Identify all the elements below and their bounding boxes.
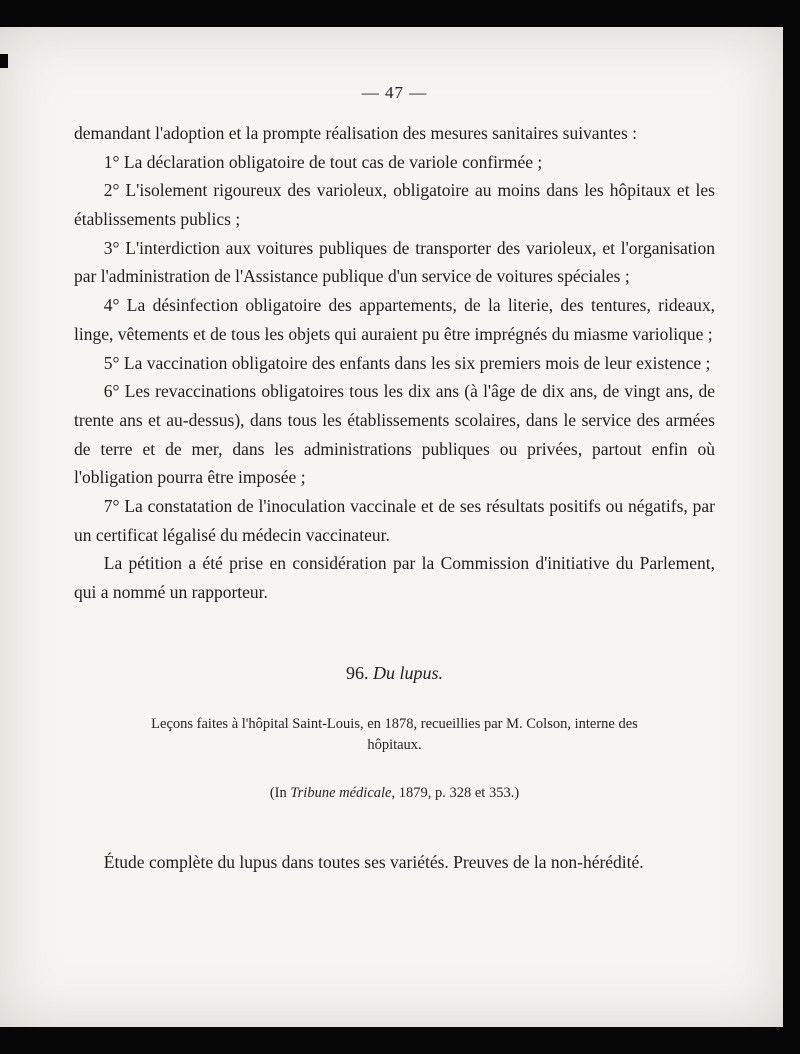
body-text bbox=[74, 119, 715, 607]
citation-journal: Tribune médicale bbox=[290, 785, 392, 802]
citation bbox=[74, 785, 715, 802]
body-paragraph: 7° La constatation de l'inoculation vaccinale et de ses résultats positifs ou négatifs, par un certificat légalisé du médecin vaccinateur. bbox=[74, 495, 715, 545]
body-paragraph: 3° L'interdiction aux voitures publiques de transporter des varioleux, et l'organisation par l'administration de l'Assistance publique d'un service de voitures spéciales ; bbox=[74, 237, 715, 287]
section-number: 96. bbox=[345, 662, 373, 683]
body-paragraph: La pétition a été prise en considération par la Commission d'initiative du Parlement, qui a nommé un rapporteur. bbox=[74, 553, 715, 602]
citation-prefix: (In bbox=[269, 785, 291, 802]
scan-border-right bbox=[783, 0, 800, 1054]
citation-suffix: , 1879, p. 328 et 353.) bbox=[391, 785, 520, 802]
lecture-note: Leçons faites à l'hôpital Saint-Louis, en 1878, recueillies par M. Colson, interne des hôpitaux. bbox=[151, 715, 638, 754]
body-paragraph: 1° La déclaration obligatoire de tout cas de variole confirmée ; bbox=[103, 151, 543, 172]
body-paragraph: 5° La vaccination obligatoire des enfants dans les six premiers mois de leur existence ; bbox=[103, 352, 711, 373]
body-paragraph: 4° La désinfection obligatoire des appartements, de la literie, des tentures, rideaux, linge, vêtements et de tous les objets qui auraient pu être imprégnés du miasme variolique ; bbox=[74, 295, 715, 344]
body-paragraph: 6° Les revaccinations obligatoires tous les dix ans (à l'âge de dix ans, de vingt ans, de trente ans et au-dessus), dans tous les établissements scolaires, dans le service des armées de terre et de mer, dans les administrations publiques ou privées, partout enfin où l'obligation pourra être imposée ; bbox=[74, 381, 715, 488]
body-paragraph: 2° L'isolement rigoureux des varioleux, obligatoire au moins dans les hôpitaux et les établissements publics ; bbox=[74, 180, 715, 230]
summary-block bbox=[74, 848, 715, 877]
scan-border-top bbox=[0, 0, 800, 27]
scan-border-bottom bbox=[0, 1027, 800, 1054]
section-title: Du lupus. bbox=[372, 662, 443, 683]
page-content bbox=[0, 27, 783, 1027]
summary-paragraph: Étude complète du lupus dans toutes ses variétés. Preuves de la non-hérédité. bbox=[103, 852, 644, 873]
section-lupus bbox=[74, 663, 715, 803]
body-paragraph: demandant l'adoption et la prompte réalisation des mesures sanitaires suivantes : bbox=[74, 123, 637, 143]
page-number: — 47 — bbox=[361, 83, 428, 102]
section-heading bbox=[74, 663, 715, 684]
page-sheet bbox=[0, 27, 783, 1027]
